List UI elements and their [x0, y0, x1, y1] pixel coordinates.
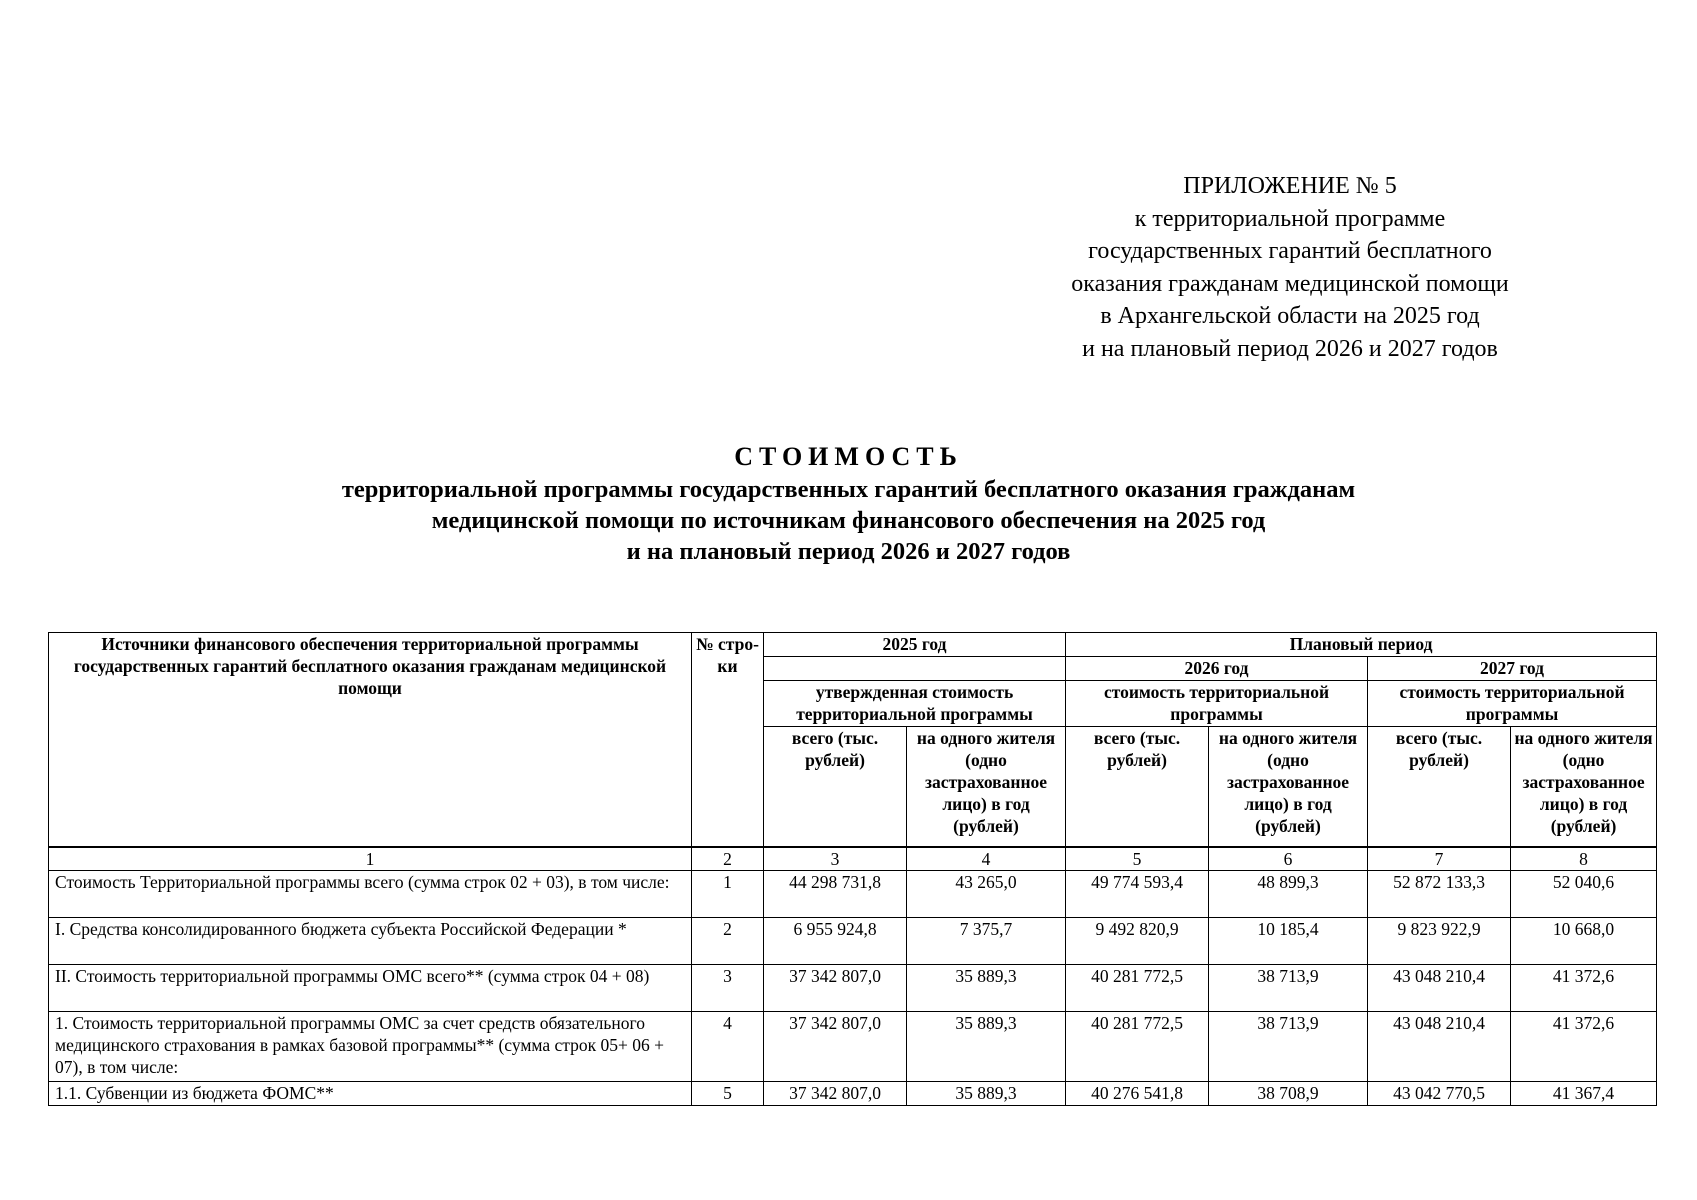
value-2027-total: 9 823 922,9 [1368, 917, 1511, 964]
header-cost-2026: стоимость территориальной программы [1066, 681, 1368, 727]
value-2027-total: 43 042 770,5 [1368, 1081, 1511, 1105]
table-row [49, 1081, 1657, 1105]
column-number: 3 [764, 847, 907, 871]
value-2025-total: 37 342 807,0 [764, 964, 907, 1011]
row-source-name: 1. Стоимость территориальной программы ОМС за счет средств обязательного медицинского страхования в рамках базовой программы** (сумма строк 05+ 06 + 07), в том числе: [49, 1011, 692, 1081]
value-2025-per-capita: 35 889,3 [907, 964, 1066, 1011]
row-number: 4 [692, 1011, 764, 1081]
value-2026-total: 40 281 772,5 [1066, 1011, 1209, 1081]
column-number: 1 [49, 847, 692, 871]
annex-line: и на плановый период 2026 и 2027 годов [1082, 335, 1498, 362]
value-2027-per-capita: 41 367,4 [1511, 1081, 1657, 1105]
header-source: Источники финансового обеспечения территориальной программы государственных гарантий бесплатного оказания гражданам медицинской помощи [49, 633, 692, 847]
annex-header [1045, 170, 1535, 365]
title-heading: СТОИМОСТЬ [734, 442, 963, 471]
header-per-capita-2026: на одного жителя (одно застрахованное лицо) в год (рублей) [1209, 727, 1368, 847]
value-2026-total: 40 281 772,5 [1066, 964, 1209, 1011]
header-row-number: № стро-ки [692, 633, 764, 847]
header-approved-cost: утвержденная стоимость территориальной программы [764, 681, 1066, 727]
header-cost-2027: стоимость территориальной программы [1368, 681, 1657, 727]
header-total-2027: всего (тыс. рублей) [1368, 727, 1511, 847]
row-source-name: Стоимость Территориальной программы всего (сумма строк 02 + 03), в том числе: [49, 870, 692, 917]
table-row [49, 870, 1657, 917]
annex-line: в Архангельской области на 2025 год [1100, 303, 1480, 329]
title-line: территориальной программы государственных гарантий бесплатного оказания гражданам [341, 476, 1356, 503]
value-2026-per-capita: 38 713,9 [1209, 1011, 1368, 1081]
value-2025-per-capita: 7 375,7 [907, 917, 1066, 964]
header-plan-period: Плановый период [1066, 633, 1657, 657]
value-2026-per-capita: 48 899,3 [1209, 870, 1368, 917]
column-number: 2 [692, 847, 764, 871]
value-2027-per-capita: 41 372,6 [1511, 1011, 1657, 1081]
value-2026-total: 49 774 593,4 [1066, 870, 1209, 917]
value-2027-total: 52 872 133,3 [1368, 870, 1511, 917]
header-year-2025: 2025 год [764, 633, 1066, 657]
value-2027-total: 43 048 210,4 [1368, 964, 1511, 1011]
value-2025-total: 37 342 807,0 [764, 1011, 907, 1081]
value-2025-total: 37 342 807,0 [764, 1081, 907, 1105]
value-2025-total: 6 955 924,8 [764, 917, 907, 964]
annex-line: к территориальной программе [1134, 205, 1446, 232]
header-year-2026: 2026 год [1066, 657, 1368, 681]
column-number: 4 [907, 847, 1066, 871]
row-number: 5 [692, 1081, 764, 1105]
value-2025-per-capita: 35 889,3 [907, 1081, 1066, 1105]
table-row [49, 964, 1657, 1011]
value-2027-per-capita: 52 040,6 [1511, 870, 1657, 917]
row-source-name: II. Стоимость территориальной программы ОМС всего** (сумма строк 04 + 08) [49, 964, 692, 1011]
value-2025-total: 44 298 731,8 [764, 870, 907, 917]
value-2026-per-capita: 38 708,9 [1209, 1081, 1368, 1105]
row-number: 3 [692, 964, 764, 1011]
value-2026-per-capita: 38 713,9 [1209, 964, 1368, 1011]
value-2025-per-capita: 43 265,0 [907, 870, 1066, 917]
annex-line: государственных гарантий бесплатного [1088, 238, 1492, 264]
annex-line: ПРИЛОЖЕНИЕ № 5 [1183, 173, 1397, 199]
row-source-name: 1.1. Субвенции из бюджета ФОМС** [49, 1081, 692, 1105]
header-year-2025-spacer [764, 657, 1066, 681]
document-title [0, 440, 1697, 567]
column-number-row [49, 847, 1657, 871]
value-2026-per-capita: 10 185,4 [1209, 917, 1368, 964]
value-2027-per-capita: 10 668,0 [1511, 917, 1657, 964]
value-2027-per-capita: 41 372,6 [1511, 964, 1657, 1011]
header-per-capita-2025: на одного жителя (одно застрахованное лицо) в год (рублей) [907, 727, 1066, 847]
title-line: медицинской помощи по источникам финансового обеспечения на 2025 год [431, 507, 1266, 534]
title-line: и на плановый период 2026 и 2027 годов [626, 538, 1071, 565]
row-number: 1 [692, 870, 764, 917]
value-2027-total: 43 048 210,4 [1368, 1011, 1511, 1081]
value-2026-total: 40 276 541,8 [1066, 1081, 1209, 1105]
row-source-name: I. Средства консолидированного бюджета субъекта Российской Федерации * [49, 917, 692, 964]
row-number: 2 [692, 917, 764, 964]
header-total-2026: всего (тыс. рублей) [1066, 727, 1209, 847]
table-row [49, 917, 1657, 964]
column-number: 7 [1368, 847, 1511, 871]
header-year-2027: 2027 год [1368, 657, 1657, 681]
financing-table [48, 632, 1657, 1106]
column-number: 6 [1209, 847, 1368, 871]
annex-line: оказания гражданам медицинской помощи [1071, 270, 1509, 297]
value-2026-total: 9 492 820,9 [1066, 917, 1209, 964]
column-number: 8 [1511, 847, 1657, 871]
header-total-2025: всего (тыс. рублей) [764, 727, 907, 847]
value-2025-per-capita: 35 889,3 [907, 1011, 1066, 1081]
table-row [49, 1011, 1657, 1081]
column-number: 5 [1066, 847, 1209, 871]
header-per-capita-2027: на одного жителя (одно застрахованное лицо) в год (рублей) [1511, 727, 1657, 847]
